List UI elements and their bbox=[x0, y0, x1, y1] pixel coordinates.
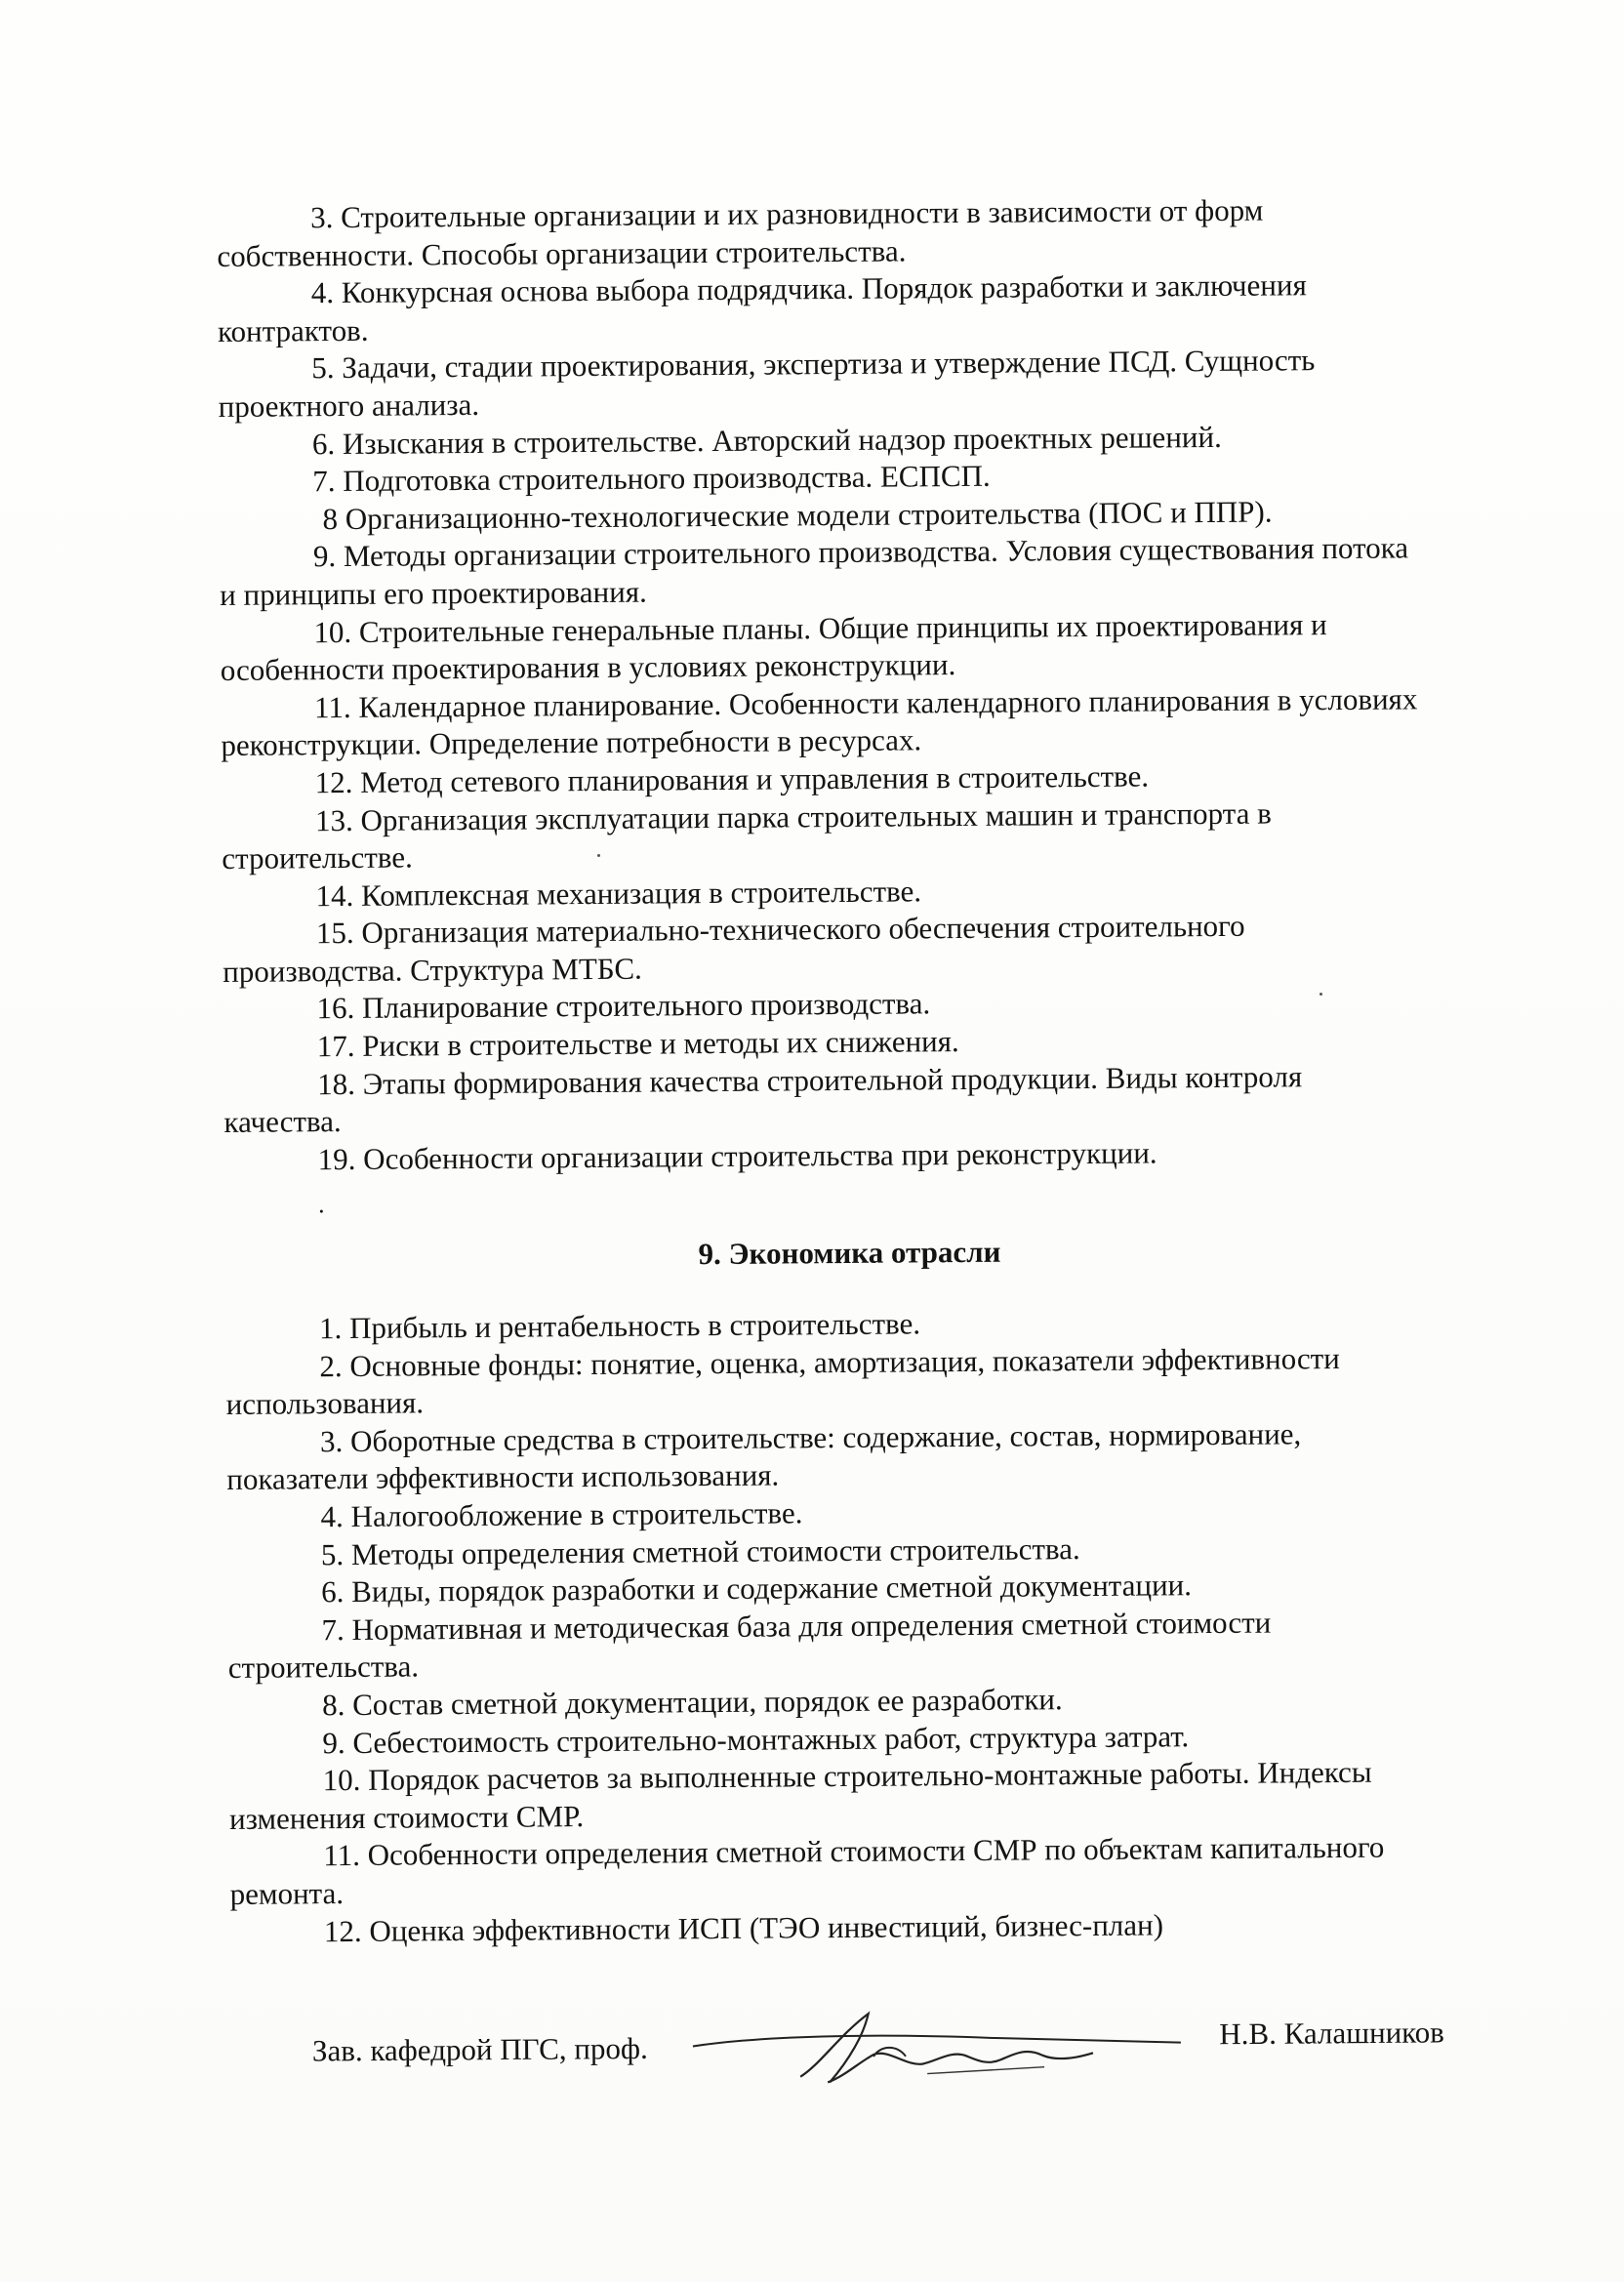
list-item: 3. Строительные организации и их разновидности в зависимости от форм собственности. Способы организации строительства. bbox=[217, 192, 1264, 273]
list-item: 2. Основные фонды: понятие, оценка, амортизация, показатели эффективности использования. bbox=[225, 1340, 1340, 1422]
list-item: 18. Этапы формирования качества строительной продукции. Виды контроля качества. bbox=[223, 1058, 1303, 1140]
stray-mark-text: . bbox=[317, 1190, 325, 1219]
stray-mark bbox=[224, 1170, 1425, 1231]
list-item: 3. Оборотные средства в строительстве: содержание, состав, нормирование, показатели эффективности использования. bbox=[226, 1416, 1302, 1497]
list-item: 10. Порядок расчетов за выполненные строительно-монтажные работы. Индексы изменения стоимости СМР. bbox=[228, 1754, 1372, 1836]
list-item: 8 Организационно-технологические модели строительства (ПОС и ППР). bbox=[322, 494, 1273, 536]
list-item: 7. Нормативная и методическая база для определения сметной стоимости строительства. bbox=[227, 1605, 1272, 1686]
list-item: 1. Прибыль и рентабельность в строительстве. bbox=[318, 1306, 921, 1346]
list-item: 5. Методы определения сметной стоимости строительства. bbox=[320, 1530, 1080, 1571]
list-item: 11. Календарное планирование. Особенности календарного планирования в условиях реконструкции. Определение потребности в ресурсах. bbox=[221, 681, 1418, 763]
scan-speck bbox=[1320, 993, 1322, 996]
list-item: 4. Конкурсная основа выбора подрядчика. Порядок разработки и заключения контрактов. bbox=[217, 267, 1307, 348]
list-item: 6. Изыскания в строительстве. Авторский надзор проектных решений. bbox=[311, 419, 1222, 461]
signatory-name: Н.В. Калашников bbox=[1219, 2015, 1444, 2052]
list-item: 8. Состав сметной документации, порядок ее разработки. bbox=[321, 1682, 1063, 1723]
list-item: 7. Подготовка строительного производства. ЕСПСП. bbox=[312, 458, 991, 499]
scan-speck bbox=[597, 854, 600, 857]
list-item: 5. Задачи, стадии проектирования, экспертиза и утверждение ПСД. Сущность проектного анализа. bbox=[218, 343, 1316, 424]
document-body bbox=[217, 190, 1431, 1951]
list-item: 13. Организация эксплуатации парка строительных машин и транспорта в строительстве. bbox=[222, 795, 1272, 876]
section-8-list bbox=[217, 190, 1425, 1179]
signature-block bbox=[312, 2001, 1445, 2107]
section-title: 9. Экономика отрасли bbox=[698, 1235, 1001, 1272]
list-item: 16. Планирование строительного производства. bbox=[316, 986, 931, 1026]
list-item: 11. Особенности определения сметной стоимости СМР по объектам капитального ремонта. bbox=[229, 1830, 1385, 1911]
list-item: 4. Налогообложение в строительстве. bbox=[320, 1495, 803, 1534]
section-9-list bbox=[225, 1301, 1431, 1951]
list-item: 17. Риски в строительстве и методы их снижения. bbox=[316, 1024, 959, 1064]
list-item: 12. Метод сетевого планирования и управления в строительстве. bbox=[314, 758, 1150, 800]
handwritten-signature bbox=[673, 2003, 1201, 2095]
list-item: 6. Виды, порядок разработки и содержание сметной документации. bbox=[321, 1568, 1193, 1610]
list-item: 9. Себестоимость строительно-монтажных работ, структура затрат. bbox=[322, 1718, 1190, 1760]
list-item: 10. Строительные генеральные планы. Общие принципы их проектирования и особенности проектирования в условиях реконструкции. bbox=[220, 606, 1327, 688]
signatory-position: Зав. кафедрой ПГС, проф. bbox=[311, 2030, 648, 2068]
list-item: 19. Особенности организации строительства при реконструкции. bbox=[317, 1135, 1157, 1177]
list-item: 9. Методы организации строительного производства. Условия существования потока и принципы его проектирования. bbox=[220, 530, 1409, 612]
list-item: 15. Организация материально-технического обеспечения строительного производства. Структура МТБС. bbox=[223, 909, 1245, 989]
list-item: 12. Оценка эффективности ИСП (ТЭО инвестиций, бизнес-план) bbox=[323, 1906, 1164, 1948]
list-item: 14. Комплексная механизация в строительстве. bbox=[315, 874, 922, 913]
